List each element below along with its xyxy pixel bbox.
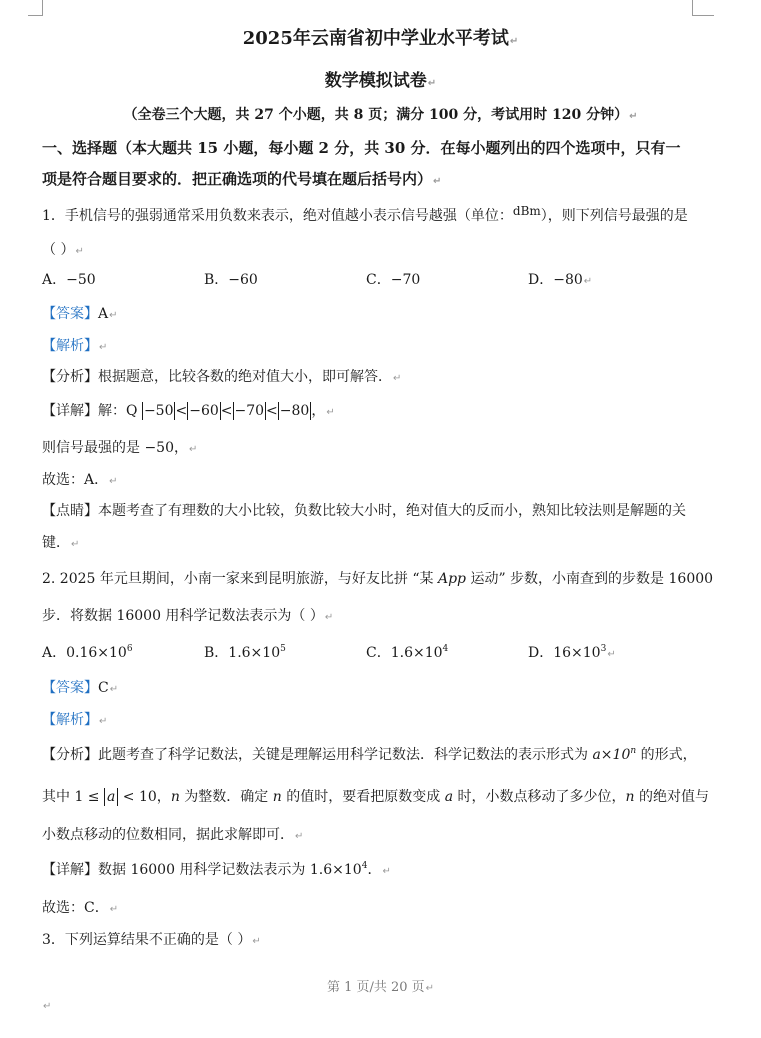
q1-option-b: B．−60 (204, 272, 258, 288)
exam-info: （全卷三个大题，共 27 个小题，共 8 页；满分 100 分，考试用时 120 分钟）↵ (123, 107, 638, 123)
page-footer: 第 1 页/共 20 页↵ (326, 980, 435, 995)
q2-option-d: D．$16\times 10^3↵$ (528, 644, 616, 661)
fenxi-label: 【分析】 (42, 369, 98, 385)
dianjing-label: 【点睛】 (42, 503, 98, 519)
q1-dianjing-line2: 键．↵ (42, 535, 80, 551)
q1-dianjing-line1: 【点睛】本题考查了有理数的大小比较，负数比较大小时，绝对值大的反而小，熟知比较法则是解题的关 (42, 503, 686, 519)
fenxi-label: 【分析】 (42, 747, 98, 763)
crop-mark-top-right-h (692, 15, 714, 16)
abs-value-4: −80 (279, 403, 310, 419)
q1-analysis: 【解析】↵ (42, 338, 108, 354)
analysis-label: 【解析】 (42, 712, 98, 728)
abs-a: a (104, 788, 118, 806)
q2-fenxi-line1: 【分析】此题考查了科学记数法，关键是理解运用科学记数法．科学记数法的表示形式为 $a\times 10^n$ 的形式， (42, 746, 697, 763)
q1-detail: 【详解】解：Q −50 < −60 < −70 < −80 ，↵ (42, 403, 335, 419)
abs-value-2: −60 (189, 403, 219, 419)
q2-detail: 【详解】数据 16000 用科学记数法表示为 $1.6\times 10^4$．↵ (42, 861, 391, 878)
abs-value-1: −50 (143, 403, 174, 419)
q1-stem-line1: 1．手机信号的强弱通常采用负数来表示，绝对值越小表示信号越强（单位：$^{dBm}$），则下列信号最强的是 (42, 204, 688, 224)
q2-fenxi-line3: 小数点移动的位数相同，据此求解即可．↵ (42, 827, 304, 843)
because-symbol: Q (126, 403, 138, 419)
q2-option-a: A．$0.16\times 10^6$ (42, 644, 133, 661)
q1-choose: 故选：A．↵ (42, 472, 118, 488)
abs-value-3: −70 (234, 403, 265, 419)
answer-label: 【答案】 (42, 680, 98, 696)
q1-paren: （ ）↵ (42, 242, 84, 258)
q2-stem-line1: 2. 2025 年元旦期间，小南一家来到昆明旅游，与好友比拼 “某 App 运动” 步数，小南查到的步数是 16000 (42, 571, 714, 587)
end-paragraph-mark: ↵ (43, 1001, 52, 1012)
app-word: App (437, 571, 466, 587)
crop-mark-top-right-v (692, 0, 693, 15)
analysis-label: 【解析】 (42, 338, 98, 354)
section-heading-line2: 项是符合题目要求的．把正确选项的代号填在题后括号内）↵ (42, 170, 442, 188)
q1-strongest: 则信号最强的是 −50，↵ (42, 440, 198, 456)
answer-label: 【答案】 (42, 306, 98, 322)
abs-expression: −50 < −60 < −70 < −80 (143, 403, 310, 419)
q1-option-c: C．−70 (366, 272, 421, 288)
q2-fenxi-line2: 其中 1 ≤ a < 10，n 为整数．确定 n 的值时，要看把原数变成 a 时，小数点移动了多少位，n 的绝对值与 (42, 789, 709, 805)
q1-unit: dBm (512, 204, 541, 218)
q1-option-d: D．−80↵ (528, 272, 593, 288)
exam-title: 2025年云南省初中学业水平考试↵ (242, 28, 519, 49)
section-heading-line1: 一、选择题（本大题共 15 小题，每小题 2 分，共 30 分．在每小题列出的四个选项中，只有一 (42, 139, 681, 157)
q2-stem-line2: 步．将数据 16000 用科学记数法表示为（ ）↵ (42, 608, 334, 624)
q2-analysis: 【解析】↵ (42, 712, 108, 728)
q2-option-c: C．$1.6\times 10^4$ (366, 644, 449, 661)
q2-choose: 故选：C．↵ (42, 900, 119, 916)
q3-stem: 3．下列运算结果不正确的是（ ）↵ (42, 932, 261, 948)
detail-label: 【详解】 (42, 403, 98, 419)
q1-fenxi: 【分析】根据题意，比较各数的绝对值大小，即可解答．↵ (42, 369, 402, 385)
q1-answer: 【答案】A↵ (42, 306, 118, 322)
crop-mark-top-left-v (42, 0, 43, 15)
crop-mark-top-left-h (28, 15, 43, 16)
exam-subtitle: 数学模拟试卷↵ (324, 71, 437, 91)
detail-label: 【详解】 (42, 862, 98, 878)
q1-option-a: A．−50 (42, 272, 96, 288)
q2-answer: 【答案】C↵ (42, 680, 119, 696)
q2-option-b: B．$1.6\times 10^5$ (204, 644, 286, 661)
